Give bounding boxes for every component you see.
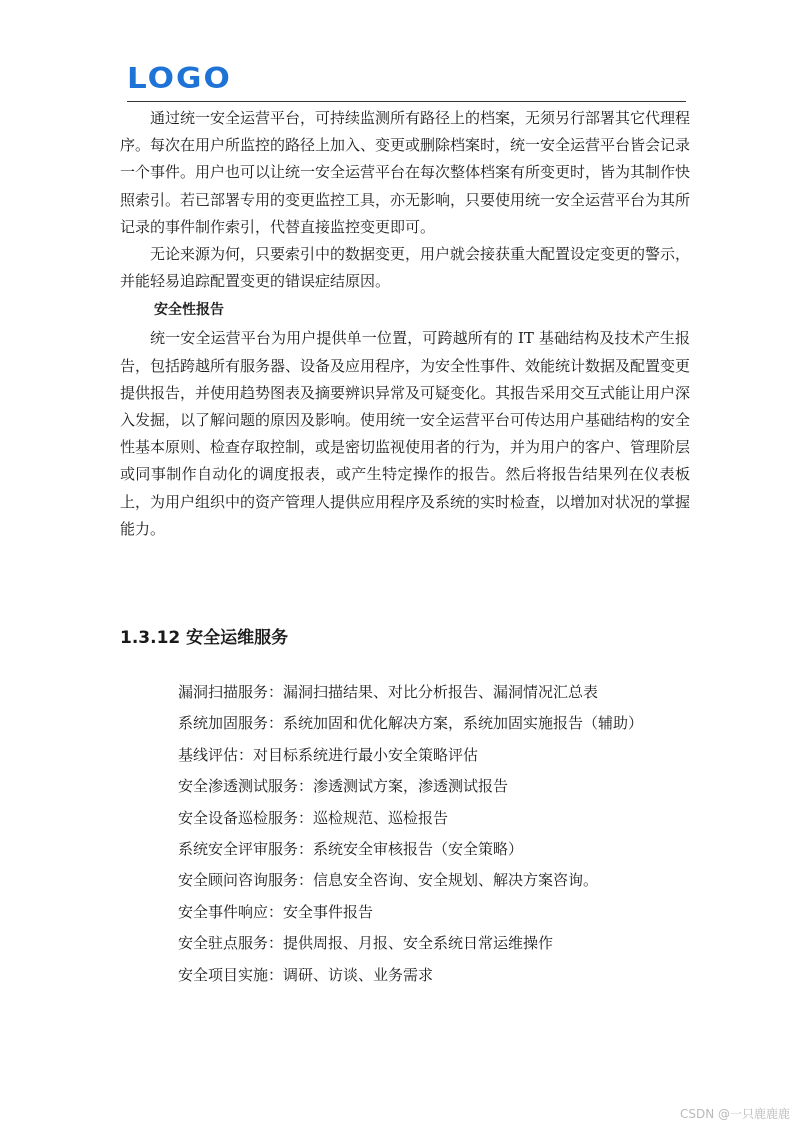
watermark: CSDN @一只鹿鹿鹿 <box>679 1107 790 1121</box>
list-item: 安全驻点服务：提供周报、月报、安全系统日常运维操作 <box>178 934 554 953</box>
list-item: 安全事件响应：安全事件报告 <box>178 902 374 921</box>
list-item: 系统安全评审服务：系统安全审核报告（安全策略） <box>178 840 524 859</box>
list-item: 漏洞扫描服务：漏洞扫描结果、对比分析报告、漏洞情况汇总表 <box>178 683 599 701</box>
list-item: 基线评估：对目标系统进行最小安全策略评估 <box>178 745 479 764</box>
paragraph-reporting: 统一安全运营平台为用户提供单一位置，可跨越所有的 IT 基础结构及技术产生报告，包括跨越所有服务器、设备及应用程序，为安全性事件、效能统计数据及配置变更提供报告，并使用趋势图表及摘要辨识异常及可疑变化。其报告采用交互式能让用户深入发掘，以了解问题的原因及影响。使用统一安全运营平台可传达用户基础结构的安全性基本原则、检查存取控制，或是密切监视使用者的行为，并为用户的客户、管理阶层或同事制作自动化的调度报表，或产生特定操作的报告。然后将报告结果列在仪表板上，为用户组织中的资产管理人提供应用程序及系统的实时检查，以增加对状况的掌握能力。 <box>120 329 691 538</box>
logo: LOGO <box>127 62 232 96</box>
list-item: 安全设备巡检服务：巡检规范、巡检报告 <box>178 808 449 827</box>
paragraph-monitoring: 通过统一安全运营平台，可持续监测所有路径上的档案，无须另行部署其它代理程序。每次在用户所监控的路径上加入、变更或删除档案时，统一安全运营平台皆会记录一个事件。用户也可以让统一安全运营平台在每次整体档案有所变更时，皆为其制作快照索引。若已部署专用的变更监控工具，亦无影响，只要使用统一安全运营平台为其所记录的事件制作索引，代替直接监控变更即可。 <box>120 109 691 236</box>
list-item: 安全顾问咨询服务：信息安全咨询、安全规划、解决方案咨询。 <box>178 871 599 890</box>
list-item: 系统加固服务：系统加固和优化解决方案，系统加固实施报告（辅助） <box>178 714 644 733</box>
paragraph-alerts: 无论来源为何，只要索引中的数据变更，用户就会接获重大配置设定变更的警示，并能轻易追踪配置变更的错误症结原因。 <box>120 245 691 291</box>
list-item: 安全项目实施：调研、访谈、业务需求 <box>178 965 434 984</box>
service-list <box>178 677 698 991</box>
section-title: 1.3.12 安全运维服务 <box>120 628 289 648</box>
header-divider <box>127 101 686 102</box>
list-item: 安全渗透测试服务：渗透测试方案，渗透测试报告 <box>178 777 509 796</box>
subheading-security-report: 安全性报告 <box>154 302 224 319</box>
body-text <box>120 105 690 543</box>
